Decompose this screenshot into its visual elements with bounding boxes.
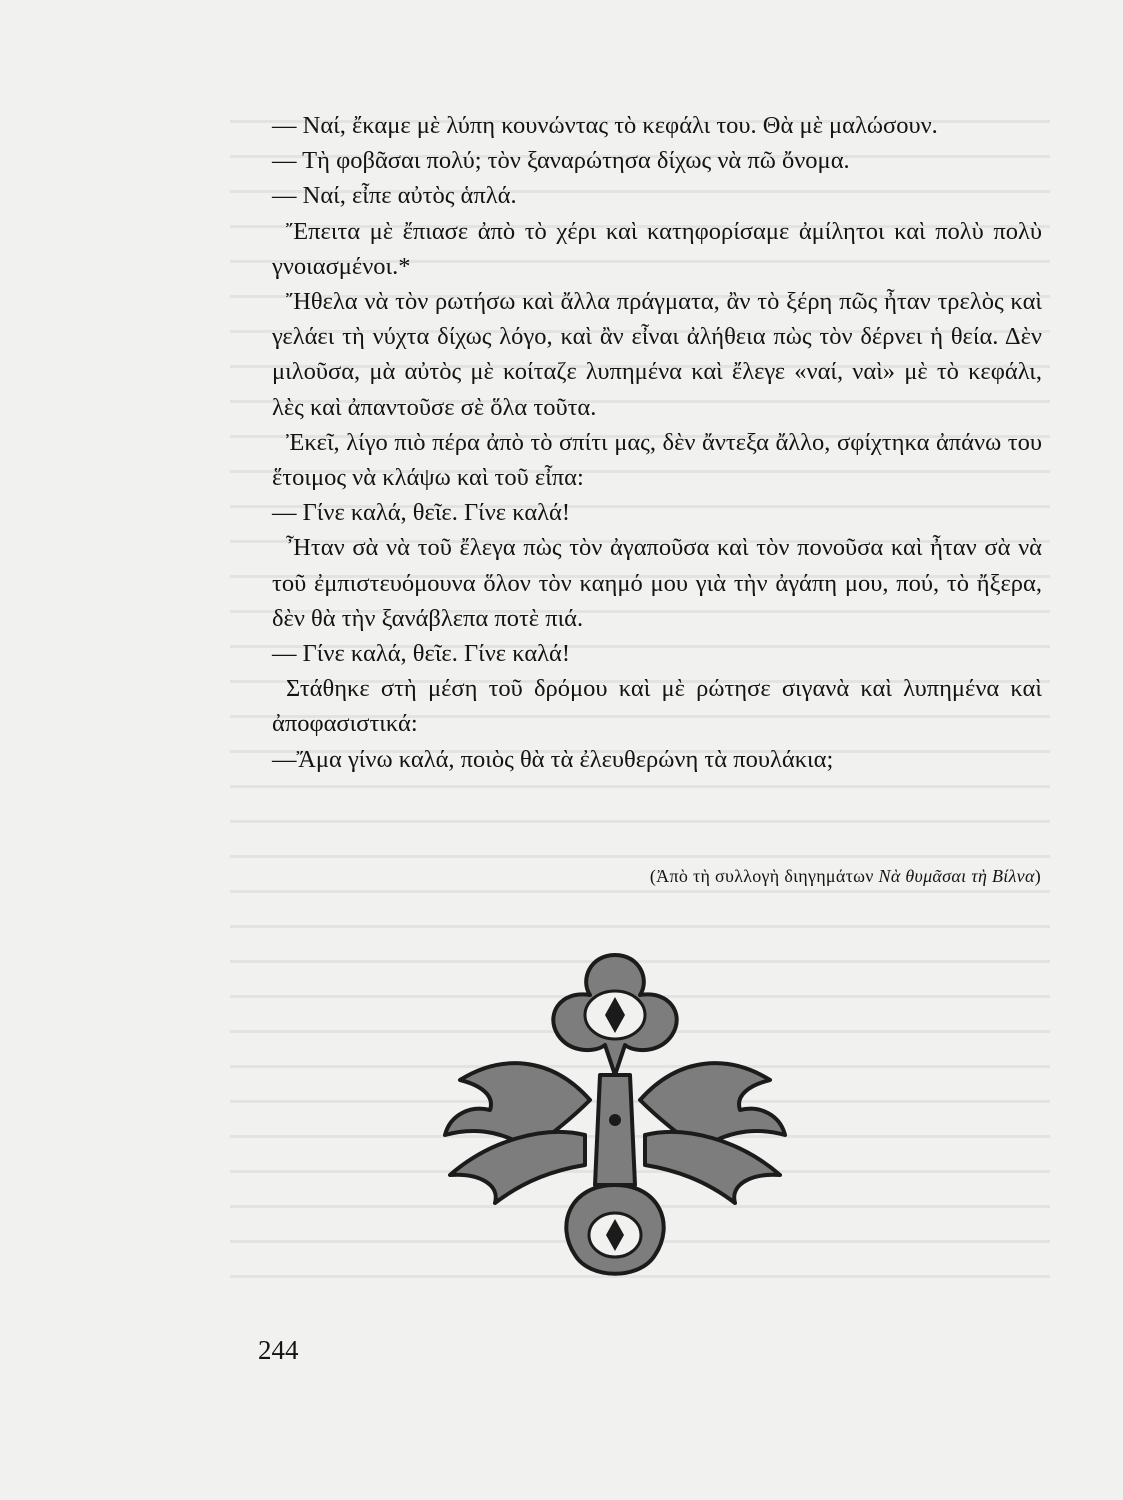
paragraph-8: Ἦταν σὰ νὰ τοῦ ἔλεγα πὼς τὸν ἀγαποῦσα καὶ τὸν πονοῦσα καὶ ἦταν σὰ νὰ τοῦ ἐμπιστευόμουνα ὅλον τὸν καημό μου γιὰ τὴν ἀγάπη μου, πού, τὸ ἤξερα, δὲν θὰ τὴν ξανάβλεπα ποτὲ πιά. (272, 534, 1042, 632)
paragraph-3: — Ναί, εἶπε αὐτὸς ἁπλά. (272, 182, 517, 210)
source-book-title: Νὰ θυμᾶσαι τὴ Βίλνα (878, 866, 1035, 886)
paragraph-11: —Ἄμα γίνω καλά, ποιὸς θὰ τὰ ἐλευθερώνη τὰ πουλάκια; (272, 745, 834, 773)
page-number: 244 (258, 1335, 299, 1365)
paragraph-1: — Ναί, ἔκαμε μὲ λύπη κουνώντας τὸ κεφάλι του. Θὰ μὲ μαλώσουν. (272, 112, 938, 139)
paragraph-10: Στάθηκε στὴ μέση τοῦ δρόμου καὶ μὲ ρώτησε σιγανὰ καὶ λυπημένα καὶ ἀποφασιστικά: (272, 675, 1042, 738)
paragraph-6: Ἐκεῖ, λίγο πιὸ πέρα ἀπὸ τὸ σπίτι μας, δὲν ἄντεξα ἄλλο, σφίχτηκα ἀπάνω του ἕτοιμος νὰ κλάψω καὶ τοῦ εἶπα: (272, 428, 1042, 492)
paragraph-2: — Τὴ φοβᾶσαι πολύ; τὸν ξαναρώτησα δίχως νὰ πῶ ὄνομα. (272, 147, 850, 175)
paragraph-5: Ἤθελα νὰ τὸν ρωτήσω καὶ ἄλλα πράγματα, ἂν τὸ ξέρη πῶς ἦταν τρελὸς καὶ γελάει τὴ νύχτα δίχως λόγο, καὶ ἂν εἶναι ἀλήθεια πὼς τὸν δέρνει ἡ θεία. Δὲν μιλοῦσα, μὰ αὐτὸς μὲ κοίταζε λυπημένα καὶ ἔλεγε «ναί, ναὶ» μὲ τὸ κεφάλι, λὲς καὶ ἀπαντοῦσε σὲ ὅλα τοῦτα. (272, 288, 1042, 421)
source-note (650, 866, 1041, 887)
story-text (272, 108, 1042, 777)
source-note-suffix: ) (1034, 866, 1041, 886)
fleuron-ornament-icon (440, 935, 790, 1295)
paragraph-4: Ἔπειτα μὲ ἔπιασε ἀπὸ τὸ χέρι καὶ κατηφορίσαμε ἀμίλητοι καὶ πολὺ πολὺ γνοιασμένοι.* (272, 217, 1042, 280)
source-note-prefix: (Ἀπὸ τὴ συλλογὴ διηγημάτων (649, 866, 879, 886)
paragraph-9: — Γίνε καλά, θεῖε. Γίνε καλά! (272, 640, 571, 668)
paragraph-7: — Γίνε καλά, θεῖε. Γίνε καλά! (272, 499, 571, 527)
